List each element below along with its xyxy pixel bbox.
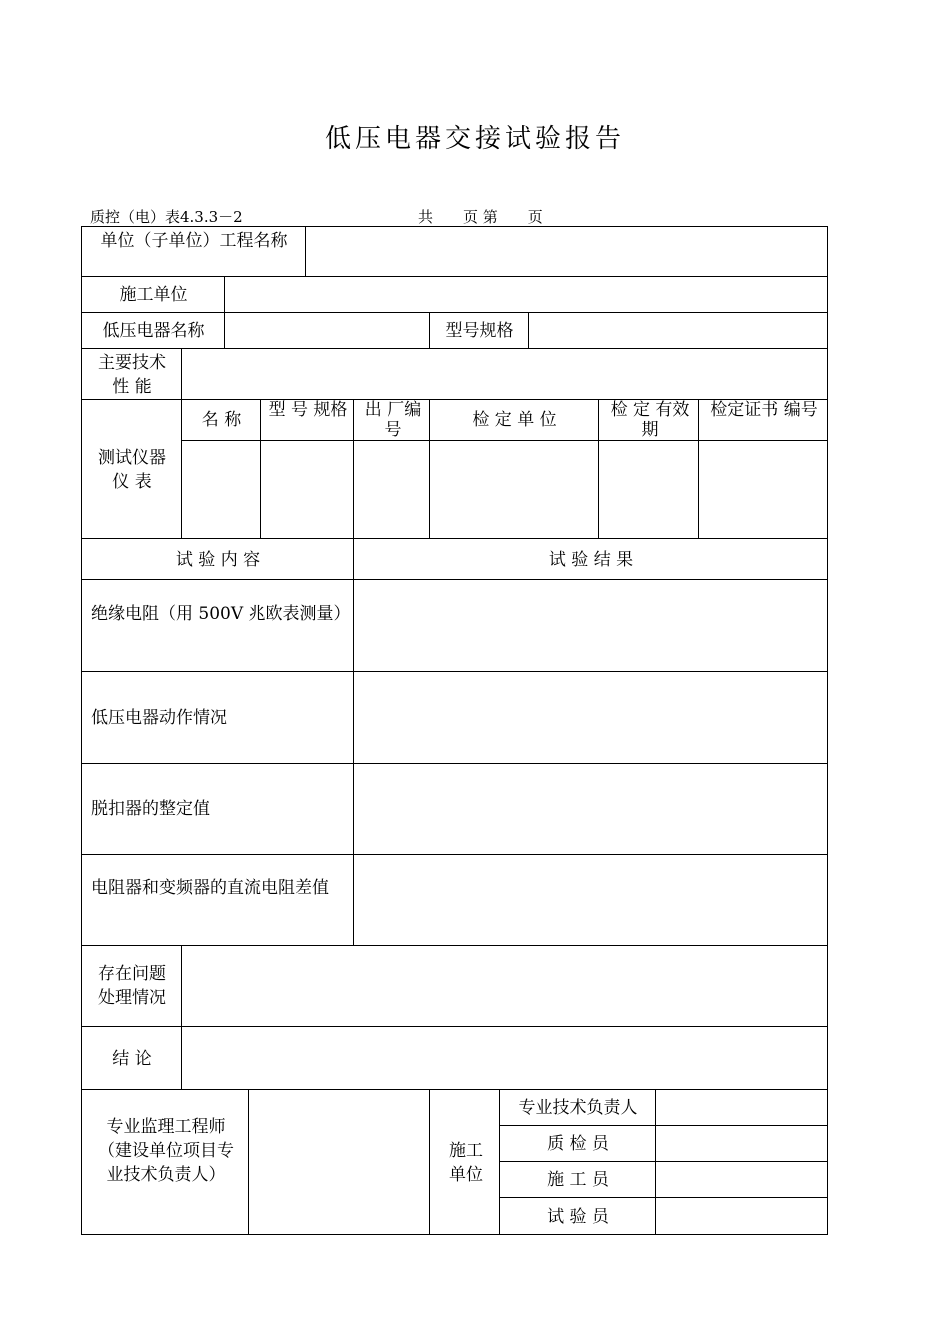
test-item-operation: 低压电器动作情况 — [91, 708, 227, 728]
instrument-header-serial: 出 厂编 号 — [364, 400, 422, 440]
conclusion-value-cell[interactable] — [181, 1026, 828, 1090]
page-title: 低压电器交接试验报告 — [324, 124, 625, 154]
form-code: 质控（电）表4.3.3－2 — [90, 208, 243, 226]
device-name-value-cell[interactable] — [224, 312, 430, 349]
project-name-label: 单位（子单位）工程名称 — [100, 231, 288, 251]
tech-perf-label: 主要技术性 能 — [98, 353, 166, 397]
role-sign-cell[interactable] — [655, 1089, 828, 1126]
supervisor-label: 专业监理工程师（建设单位项目专业技术负责人） — [98, 1117, 234, 1185]
test-item-cell — [81, 854, 354, 946]
construction-unit-value-cell[interactable] — [224, 276, 828, 313]
role-sign-cell[interactable] — [655, 1161, 828, 1198]
instrument-data-cell[interactable] — [181, 440, 261, 539]
instrument-data-cell[interactable] — [698, 440, 828, 539]
construction-sign-label: 施工单位 — [449, 1141, 483, 1185]
instrument-header-validity: 检 定 有效期 — [610, 400, 690, 440]
project-name-value-cell[interactable] — [305, 226, 828, 277]
test-result-cell[interactable] — [353, 854, 828, 946]
instrument-data-cell[interactable] — [429, 440, 599, 539]
test-result-cell[interactable] — [353, 579, 828, 672]
instrument-data-cell[interactable] — [260, 440, 354, 539]
model-spec-value-cell[interactable] — [528, 312, 828, 349]
test-result-cell[interactable] — [353, 763, 828, 855]
test-item-dc-resistance: 电阻器和变频器的直流电阻差值 — [91, 878, 329, 898]
instrument-data-cell[interactable] — [353, 440, 430, 539]
role-sign-cell[interactable] — [655, 1125, 828, 1162]
instrument-header-unit: 检 定 单 位 — [472, 410, 557, 430]
instrument-header-name: 名 称 — [201, 410, 242, 430]
device-name-label: 低压电器名称 — [102, 321, 205, 341]
test-result-header: 试 验 结 果 — [548, 550, 634, 570]
role-label-tech-lead: 专业技术负责人 — [518, 1098, 638, 1118]
problems-label: 存在问题处理情况 — [98, 964, 166, 1008]
test-item-trip-setting: 脱扣器的整定值 — [91, 799, 210, 819]
role-sign-cell[interactable] — [655, 1197, 828, 1235]
role-label-constructor: 施 工 员 — [547, 1170, 609, 1190]
page-count: 共 页 第 页 — [418, 208, 543, 226]
test-result-cell[interactable] — [353, 671, 828, 764]
construction-unit-label: 施工单位 — [119, 285, 188, 305]
conclusion-label: 结 论 — [112, 1049, 152, 1069]
instruments-label: 测试仪器仪 表 — [98, 448, 166, 492]
role-label-inspector: 质 检 员 — [547, 1134, 609, 1154]
instrument-header-model: 型 号 规格 — [268, 400, 348, 420]
supervisor-sign-cell[interactable] — [248, 1089, 430, 1235]
instrument-data-cell[interactable] — [598, 440, 699, 539]
problems-value-cell[interactable] — [181, 945, 828, 1027]
test-item-insulation: 绝缘电阻（用 500V 兆欧表测量） — [91, 604, 351, 624]
model-spec-label: 型号规格 — [445, 321, 514, 341]
tech-perf-value-cell[interactable] — [181, 348, 828, 400]
test-content-header: 试 验 内 容 — [175, 550, 261, 570]
instrument-header-cert: 检定证书 编号 — [710, 400, 818, 420]
role-label-tester: 试 验 员 — [547, 1207, 609, 1227]
